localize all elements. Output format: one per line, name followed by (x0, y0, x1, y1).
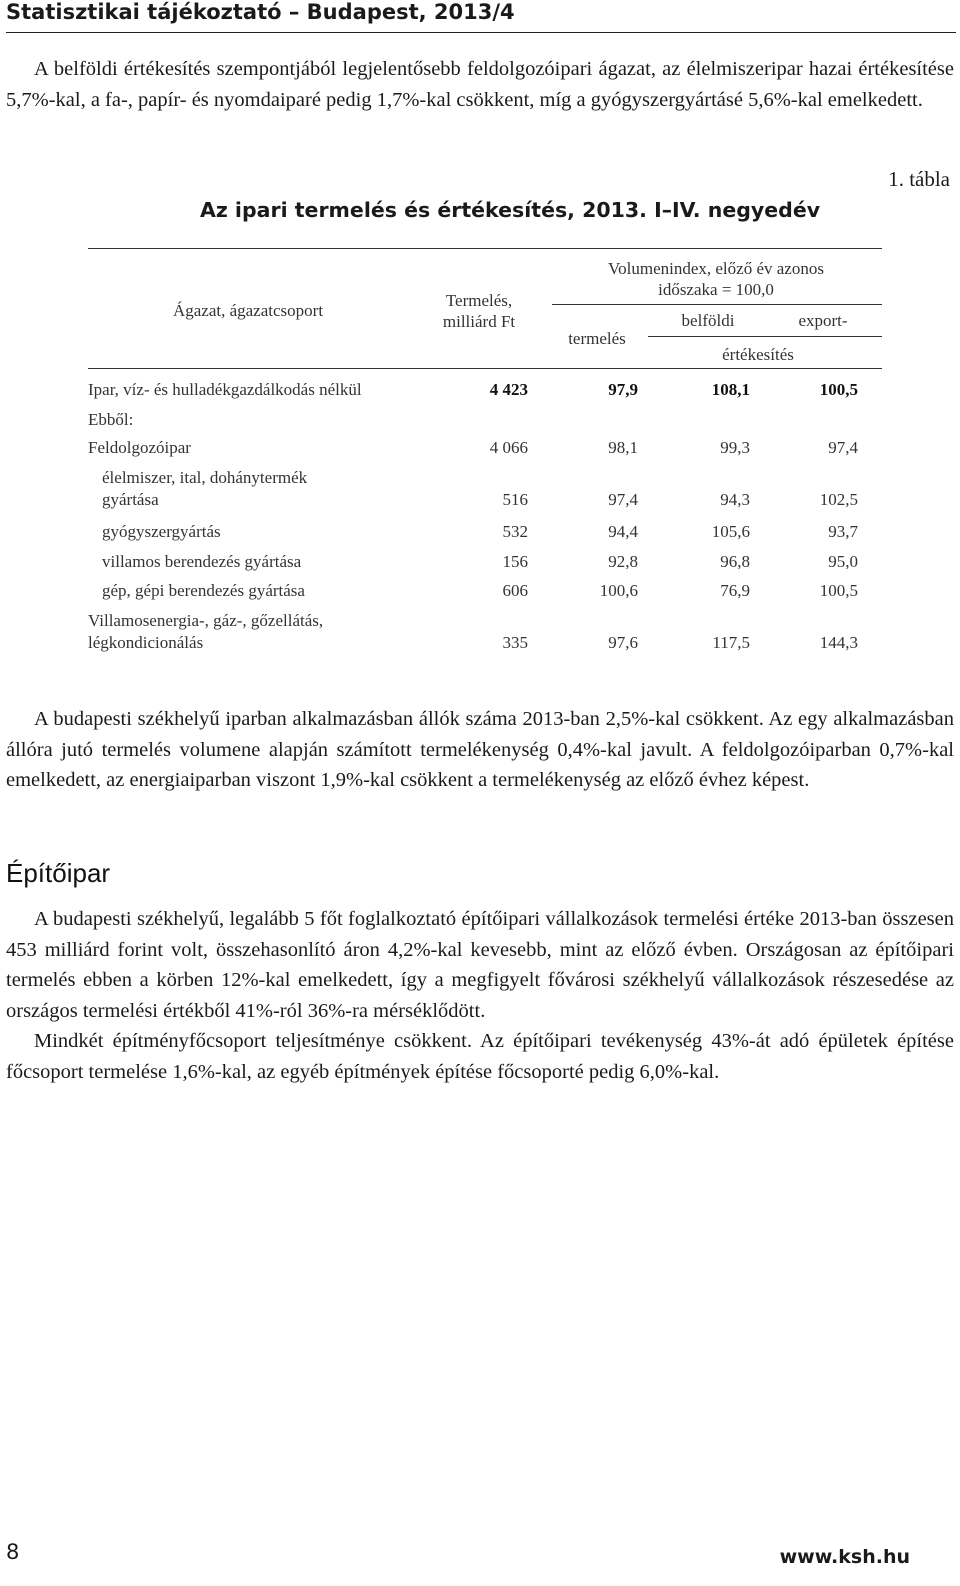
header-sector: Ágazat, ágazatcsoport (172, 301, 324, 320)
table-subheader-rule (552, 304, 882, 305)
cell-belfoldi: 94,3 (720, 490, 750, 509)
row-label: Feldolgozóipar (88, 438, 191, 457)
header-production-line1: Termelés, (445, 291, 513, 310)
header-volume-index-line2: időszaka = 100,0 (658, 280, 774, 299)
table-header-bottom-rule (88, 368, 882, 369)
row-label-line1: élelmiszer, ital, dohánytermék (102, 468, 308, 487)
cell-production: 516 (502, 490, 528, 509)
cell-belfoldi: 76,9 (720, 581, 750, 600)
table-top-rule (88, 248, 882, 249)
row-label: villamos berendezés gyártása (102, 552, 302, 571)
row-label: Ebből: (88, 410, 134, 429)
header-export: export- (798, 311, 848, 330)
cell-belfoldi: 108,1 (711, 380, 750, 399)
header-belfoldi: belföldi (681, 311, 735, 330)
table-row (88, 438, 882, 460)
cell-production: 532 (502, 522, 528, 541)
footer-page-number: 8 (6, 1540, 20, 1564)
row-label: gyógyszergyártás (102, 522, 221, 541)
header-volume-index (558, 258, 874, 300)
construction-paragraph-2: Mindkét építményfőcsoport teljesítménye csökkent. Az építőipari tevékenység 43%-át adó épületek építése főcsoport termelése 1,6%-kal, az egyéb építmények építése főcsoporté pedig 6,0%-kal. (6, 1030, 954, 1083)
employment-text: A budapesti székhelyű iparban alkalmazásban állók száma 2013-ban 2,5%-kal csökkent. Az egy alkalmazásban állóra jutó termelés volumene alapján számított termelékenység 0,4%-kal javult. A feldolgozóiparban 0,7%-kal emelkedett, az energiaiparban viszont 1,9%-kal csökkent a termelékenység az előző évhez képest. (6, 708, 954, 791)
intro-text: A belföldi értékesítés szempontjából legjelentősebb feldolgozóipari ágazat, az élelmiszeripar hazai értékesítése 5,7%-kal, a fa-, papír- és nyomdaiparé pedig 1,7%-kal csökkent, míg a gyógyszergyártásé 5,6%-kal emelkedett. (6, 58, 954, 111)
construction-paragraph-1: A budapesti székhelyű, legalább 5 főt foglalkoztató építőipari vállalkozások termelési értéke 2013-ban összesen 453 milliárd forint volt, összehasonlító áron 4,2%-kal kevesebb, mint az előző évben. Országosan az építőipari termelés ebben a körben 12%-kal emelkedett, így a megfigyelt fővárosi székhelyű vállalkozások részesedése az országos termelési értékből 41%-ról 36%-ra mérséklődött. (6, 908, 954, 1022)
cell-export: 95,0 (828, 552, 858, 571)
cell-production: 4 066 (489, 438, 528, 457)
table-number: 1. tábla (888, 167, 950, 191)
header-volume-index-line1: Volumenindex, előző év azonos (608, 259, 824, 278)
cell-termeles: 98,1 (608, 438, 638, 457)
table-row (88, 552, 882, 574)
row-label-line1: Villamosenergia-, gáz-, gőzellátás, (88, 611, 324, 630)
table-subheader-rule-2 (648, 336, 882, 337)
cell-export: 97,4 (828, 438, 858, 457)
cell-termeles: 97,9 (608, 380, 638, 399)
cell-production: 606 (502, 581, 528, 600)
cell-belfoldi: 96,8 (720, 552, 750, 571)
row-label-line2: légkondicionálás (88, 633, 204, 652)
cell-production: 4 423 (489, 380, 528, 399)
table-row (88, 611, 882, 655)
row-label-line2: gyártása (102, 490, 159, 509)
section-heading: Építőipar (6, 858, 111, 888)
cell-production: 156 (502, 552, 528, 571)
cell-termeles: 97,6 (608, 633, 638, 652)
cell-termeles: 100,6 (599, 581, 638, 600)
header-divider (6, 32, 956, 33)
employment-paragraph (6, 704, 954, 796)
cell-export: 93,7 (828, 522, 858, 541)
table-row (88, 468, 882, 512)
header-production (414, 290, 544, 332)
row-label: gép, gépi berendezés gyártása (102, 581, 305, 600)
cell-belfoldi: 99,3 (720, 438, 750, 457)
header-termeles: termelés (568, 329, 626, 348)
intro-paragraph (6, 54, 954, 115)
table-row (88, 581, 882, 603)
table-row (88, 522, 882, 544)
page-header-title: Statisztikai tájékoztató – Budapest, 2013/4 (6, 0, 515, 24)
cell-export: 100,5 (819, 581, 858, 600)
table-row (88, 410, 882, 432)
table-title: Az ipari termelés és értékesítés, 2013. I–IV. negyedév (200, 198, 821, 222)
cell-belfoldi: 117,5 (712, 633, 750, 652)
construction-paragraphs (6, 904, 954, 1087)
cell-export: 144,3 (819, 633, 858, 652)
cell-export: 102,5 (819, 490, 858, 509)
cell-production: 335 (502, 633, 528, 652)
row-label: Ipar, víz- és hulladékgazdálkodás nélkül (88, 380, 362, 399)
cell-termeles: 97,4 (608, 490, 638, 509)
table-row (88, 380, 882, 402)
cell-termeles: 94,4 (608, 522, 638, 541)
cell-termeles: 92,8 (608, 552, 638, 571)
footer-website-link[interactable]: www.ksh.hu (779, 1546, 910, 1568)
header-ertekesites: értékesítés (722, 345, 794, 364)
cell-belfoldi: 105,6 (711, 522, 750, 541)
cell-export: 100,5 (819, 380, 858, 399)
header-production-line2: milliárd Ft (442, 312, 516, 331)
